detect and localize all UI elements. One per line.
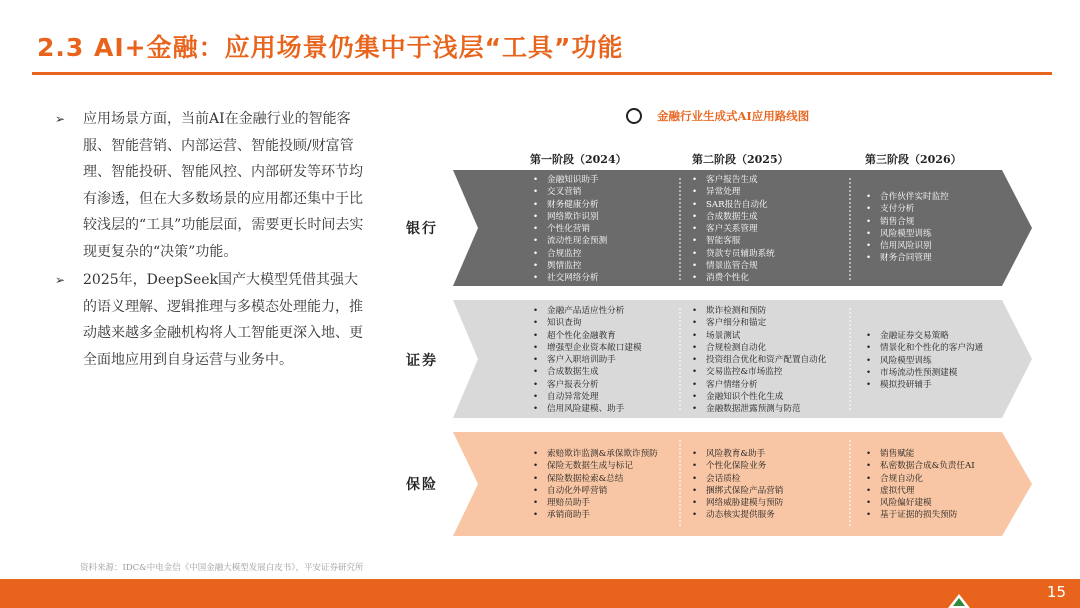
list-item: • 支付分析 (866, 203, 949, 215)
insurance-stage1-list (533, 448, 658, 522)
row-label-insurance: 保险 (406, 477, 438, 493)
list-item: • 超个性化金融教育 (533, 330, 642, 342)
list-item: • 客户报表分析 (533, 379, 642, 391)
bullet-text: 应用场景方面，当前AI在金融行业的智能客服、智能营销、内部运营、智能投顾/财富管理、智能投研、智能风控、内部研发等环节均有渗透，但在大多数场景的应用都还集中于比较浅层的“工具”功能层面，需要更长时间去实现更复杂的“决策”功能。 (83, 111, 364, 260)
list-item: • 交易监控&市场监控 (692, 366, 826, 378)
list-item: • 索赔欺诈监测&承保欺诈预防 (533, 448, 658, 460)
bank-stage2-list (692, 174, 775, 285)
list-item: • 客户情绪分析 (692, 379, 826, 391)
list-item: • 客户细分和锚定 (692, 317, 826, 329)
insurance-stage2-list (692, 448, 783, 522)
brand-logo-icon (948, 594, 970, 608)
list-item: • 智能客服 (692, 235, 775, 247)
list-item: • 风险模型训练 (866, 355, 983, 367)
list-item: • 金融证券交易策略 (866, 330, 983, 342)
bank-stage3-list (866, 191, 949, 265)
list-item: • 场景测试 (692, 330, 826, 342)
page-title: 2.3 AI+金融：应用场景仍集中于浅层“工具”功能 (37, 33, 624, 62)
list-item: • 合规自动化 (866, 473, 975, 485)
list-item: • 合成数据生成 (533, 366, 642, 378)
list-item: • 金融知识个性化生成 (692, 391, 826, 403)
list-item: • 风险教育&助手 (692, 448, 783, 460)
list-item: • 市场流动性预测建模 (866, 367, 983, 379)
list-item: • 合规监控 (533, 248, 607, 260)
list-item: • 消费个性化 (692, 272, 775, 284)
row-label-securities: 证券 (406, 353, 438, 369)
securities-stage2-list (692, 305, 826, 416)
arrow-bullet-icon: ➢ (55, 112, 66, 126)
list-item: • 情景监管合规 (692, 260, 775, 272)
footer-bar (0, 579, 1080, 608)
list-item: • 流动性现金预测 (533, 235, 607, 247)
list-item: • 金融知识助手 (533, 174, 607, 186)
securities-stage3-list (866, 330, 983, 391)
list-item: • 个性化保险业务 (692, 460, 783, 472)
list-item: • 金融产品适应性分析 (533, 305, 642, 317)
list-item: • 知识查询 (533, 317, 642, 329)
stage-heading-3: 第三阶段（2026） (865, 153, 962, 166)
roadmap-title: 金融行业生成式AI应用路线图 (657, 109, 810, 123)
list-item: • 会话质检 (692, 473, 783, 485)
list-item: • 信用风险建模、助手 (533, 403, 642, 415)
list-item: • 财务健康分析 (533, 199, 607, 211)
bullet-text: 2025年，DeepSeek国产大模型凭借其强大的语义理解、逻辑推理与多模态处理能力，推动越来越多金融机构将人工智能更深入地、更全面地应用到自身运营与业务中。 (83, 272, 363, 368)
list-item: • 风险模型训练 (866, 228, 949, 240)
list-item: • 客户报告生成 (692, 174, 775, 186)
list-item: • 个性化营销 (533, 223, 607, 235)
list-item: • 理赔员助手 (533, 497, 658, 509)
list-item: • 虚拟代理 (866, 485, 975, 497)
list-item: • 情景化和个性化的客户沟通 (866, 342, 983, 354)
list-item: • 风险偏好建模 (866, 497, 975, 509)
list-item: • 模拟投研辅手 (866, 379, 983, 391)
page-number: 15 (1046, 583, 1066, 601)
list-item: • 基于证据的损失预防 (866, 509, 975, 521)
list-item: • 网络威胁建模与预防 (692, 497, 783, 509)
list-item: • 投资组合优化和资产配置自动化 (692, 354, 826, 366)
list-item: • 客户入职培训助手 (533, 354, 642, 366)
list-item: • 自动化外呼营销 (533, 485, 658, 497)
list-item: • 客户关系管理 (692, 223, 775, 235)
list-item: • 合规检测自动化 (692, 342, 826, 354)
source-note: 资料来源：IDC&中电金信《中国金融大模型发展白皮书》，平安证券研究所 (80, 563, 364, 573)
bank-stage1-list (533, 174, 607, 285)
list-item: • 销售合规 (866, 216, 949, 228)
arrow-bullet-icon: ➢ (55, 273, 66, 287)
row-label-bank: 银行 (406, 221, 438, 237)
list-item: • 网络欺诈识别 (533, 211, 607, 223)
list-item: • 社交网络分析 (533, 272, 607, 284)
list-item: • 承销商助手 (533, 509, 658, 521)
list-item: • 合成数据生成 (692, 211, 775, 223)
list-item: • 金融数据泄露预测与防范 (692, 403, 826, 415)
list-item: • 信用风险识别 (866, 240, 949, 252)
list-item: • 捆绑式保险产品营销 (692, 485, 783, 497)
list-item: • 增强型企业资本敞口建模 (533, 342, 642, 354)
list-item: • 欺诈检测和预防 (692, 305, 826, 317)
list-item: • 合作伙伴实时监控 (866, 191, 949, 203)
list-item: • 私密数据合成&负责任AI (866, 460, 975, 472)
list-item: • 保险无数据生成与标记 (533, 460, 658, 472)
list-item: • 异常处理 (692, 186, 775, 198)
list-item: • 贷款专员辅助系统 (692, 248, 775, 260)
list-item: • 动态核实提供服务 (692, 509, 783, 521)
list-item: • 自动异常处理 (533, 391, 642, 403)
list-item: • 财务合同管理 (866, 252, 949, 264)
securities-stage1-list (533, 305, 642, 416)
list-item: • 销售赋能 (866, 448, 975, 460)
list-item: • SAR报告自动化 (692, 199, 775, 211)
stage-heading-1: 第一阶段（2024） (530, 153, 627, 166)
insurance-stage3-list (866, 448, 975, 522)
list-item: • 舆情监控 (533, 260, 607, 272)
list-item: • 保险数据检索&总结 (533, 473, 658, 485)
list-item: • 交叉营销 (533, 186, 607, 198)
stage-heading-2: 第二阶段（2025） (692, 153, 789, 166)
